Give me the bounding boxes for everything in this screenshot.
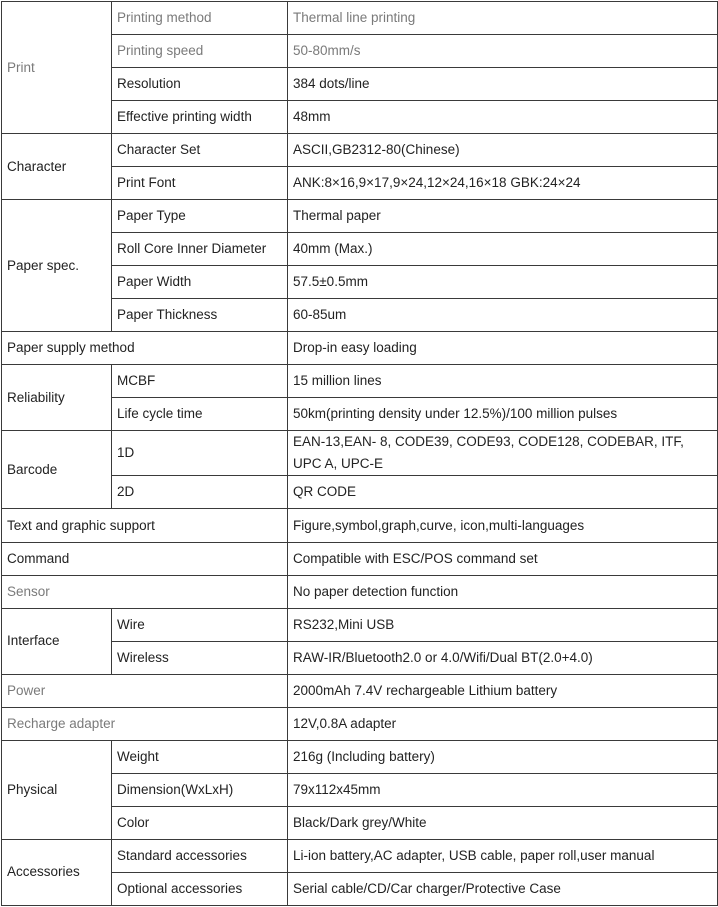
spec-value: RS232,Mini USB <box>288 608 718 641</box>
spec-value: 216g (Including battery) <box>288 740 718 773</box>
spec-value: ANK:8×16,9×17,9×24,12×24,16×18 GBK:24×24 <box>288 167 718 200</box>
category-physical: Physical <box>2 740 112 839</box>
spec-label: Effective printing width <box>112 101 288 134</box>
spec-value: 60-85um <box>288 299 718 332</box>
spec-label: Paper supply method <box>2 332 288 365</box>
spec-value: ASCII,GB2312-80(Chinese) <box>288 134 718 167</box>
spec-table <box>1 1 718 906</box>
spec-value: RAW-IR/Bluetooth2.0 or 4.0/Wifi/Dual BT(2.0+4.0) <box>288 641 718 674</box>
spec-value: Thermal line printing <box>288 2 718 35</box>
spec-label: Print Font <box>112 167 288 200</box>
spec-value: Thermal paper <box>288 200 718 233</box>
spec-label: Paper Type <box>112 200 288 233</box>
category-interface: Interface <box>2 608 112 674</box>
spec-label: MCBF <box>112 365 288 398</box>
table-row <box>2 542 718 575</box>
table-row <box>2 365 718 398</box>
table-row <box>2 608 718 641</box>
spec-value: Serial cable/CD/Car charger/Protective Case <box>288 872 718 905</box>
spec-value: 48mm <box>288 101 718 134</box>
spec-label: Standard accessories <box>112 839 288 872</box>
table-row <box>2 134 718 167</box>
spec-label: Dimension(WxLxH) <box>112 773 288 806</box>
spec-value: Black/Dark grey/White <box>288 806 718 839</box>
spec-label: Power <box>2 674 288 707</box>
spec-value: 79x112x45mm <box>288 773 718 806</box>
spec-label: Optional accessories <box>112 872 288 905</box>
spec-label: Text and graphic support <box>2 509 288 542</box>
spec-value: Li-ion battery,AC adapter, USB cable, paper roll,user manual <box>288 839 718 872</box>
spec-value: 12V,0.8A adapter <box>288 707 718 740</box>
table-row <box>2 200 718 233</box>
spec-value: 50km(printing density under 12.5%)/100 million pulses <box>288 398 718 431</box>
spec-label: Color <box>112 806 288 839</box>
spec-value: 2000mAh 7.4V rechargeable Lithium battery <box>288 674 718 707</box>
spec-label: Paper Thickness <box>112 299 288 332</box>
table-row <box>2 839 718 872</box>
spec-label: Wireless <box>112 641 288 674</box>
spec-label: Resolution <box>112 68 288 101</box>
spec-label: Recharge adapter <box>2 707 288 740</box>
table-row <box>2 575 718 608</box>
spec-value: 50-80mm/s <box>288 35 718 68</box>
spec-label: 1D <box>112 431 288 476</box>
spec-value: Compatible with ESC/POS command set <box>288 542 718 575</box>
table-row <box>2 740 718 773</box>
category-character: Character <box>2 134 112 200</box>
spec-label: Wire <box>112 608 288 641</box>
category-reliability: Reliability <box>2 365 112 431</box>
category-print: Print <box>2 2 112 134</box>
category-accessories: Accessories <box>2 839 112 905</box>
table-row <box>2 707 718 740</box>
spec-label: Weight <box>112 740 288 773</box>
spec-value: 57.5±0.5mm <box>288 266 718 299</box>
spec-value: QR CODE <box>288 476 718 509</box>
spec-value: No paper detection function <box>288 575 718 608</box>
spec-label: Printing speed <box>112 35 288 68</box>
table-row <box>2 2 718 35</box>
category-barcode: Barcode <box>2 431 112 509</box>
table-row <box>2 332 718 365</box>
spec-label: Command <box>2 542 288 575</box>
spec-label: Paper Width <box>112 266 288 299</box>
spec-value: EAN-13,EAN- 8, CODE39, CODE93, CODE128, CODEBAR, ITF, UPC A, UPC-E <box>288 431 718 476</box>
spec-label: Character Set <box>112 134 288 167</box>
spec-label: 2D <box>112 476 288 509</box>
table-row <box>2 674 718 707</box>
table-row <box>2 431 718 476</box>
spec-label: Printing method <box>112 2 288 35</box>
table-row <box>2 509 718 542</box>
spec-label: Roll Core Inner Diameter <box>112 233 288 266</box>
spec-label: Life cycle time <box>112 398 288 431</box>
spec-value: 384 dots/line <box>288 68 718 101</box>
spec-value: 15 million lines <box>288 365 718 398</box>
spec-value: Drop-in easy loading <box>288 332 718 365</box>
spec-value: 40mm (Max.) <box>288 233 718 266</box>
spec-label: Sensor <box>2 575 288 608</box>
category-paper-spec: Paper spec. <box>2 200 112 332</box>
spec-value: Figure,symbol,graph,curve, icon,multi-languages <box>288 509 718 542</box>
